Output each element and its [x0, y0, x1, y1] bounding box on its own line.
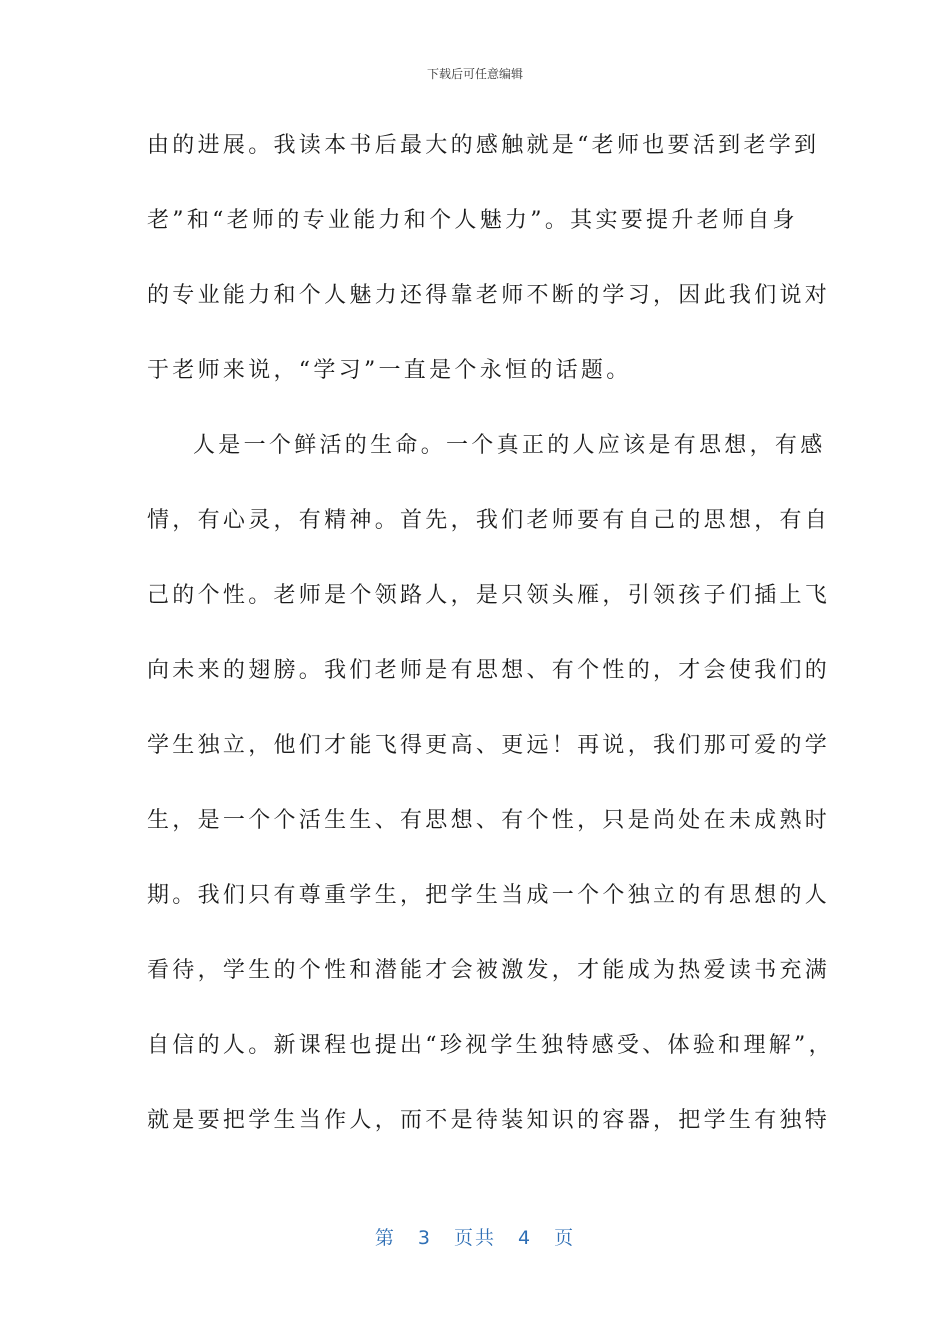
page-current: 3 [417, 1227, 432, 1249]
page-prefix: 第 [374, 1227, 396, 1249]
body-line-9: 学生独立，他们才能飞得更高、更远！再说，我们那可爱的学 [147, 733, 831, 758]
body-line-14: 就是要把学生当作人，而不是待装知识的容器，把学生有独特 [147, 1108, 831, 1133]
body-line-12: 看待，学生的个性和潜能才会被激发，才能成为热爱读书充满 [147, 958, 831, 983]
body-line-2: 老”和“老师的专业能力和个人魅力”。其实要提升老师自身 [147, 208, 798, 233]
body-line-1: 由的进展。我读本书后最大的感触就是“老师也要活到老学到 [147, 133, 820, 158]
body-line-13: 自信的人。新课程也提出“珍视学生独特感受、体验和理解”， [147, 1033, 834, 1058]
body-line-6: 情，有心灵，有精神。首先，我们老师要有自己的思想，有自 [147, 508, 831, 533]
body-line-10: 生，是一个个活生生、有思想、有个性，只是尚处在未成熟时 [147, 808, 831, 833]
page-footer [0, 1225, 950, 1251]
body-line-3: 的专业能力和个人魅力还得靠老师不断的学习，因此我们说对 [147, 283, 831, 308]
page-header: 下载后可任意编辑 [426, 67, 523, 81]
body-line-7: 己的个性。老师是个领路人，是只领头雁，引领孩子们插上飞 [147, 583, 831, 608]
page-suffix: 页 [554, 1227, 576, 1249]
body-line-8: 向未来的翅膀。我们老师是有思想、有个性的，才会使我们的 [147, 658, 831, 683]
page-total: 4 [518, 1227, 533, 1249]
body-line-11: 期。我们只有尊重学生，把学生当成一个个独立的有思想的人 [147, 883, 831, 908]
paragraph-start-line: 人是一个鲜活的生命。一个真正的人应该是有思想，有感 [193, 433, 826, 458]
page-mid: 页共 [453, 1227, 496, 1249]
body-line-4: 于老师来说，“学习”一直是个永恒的话题。 [147, 358, 632, 383]
